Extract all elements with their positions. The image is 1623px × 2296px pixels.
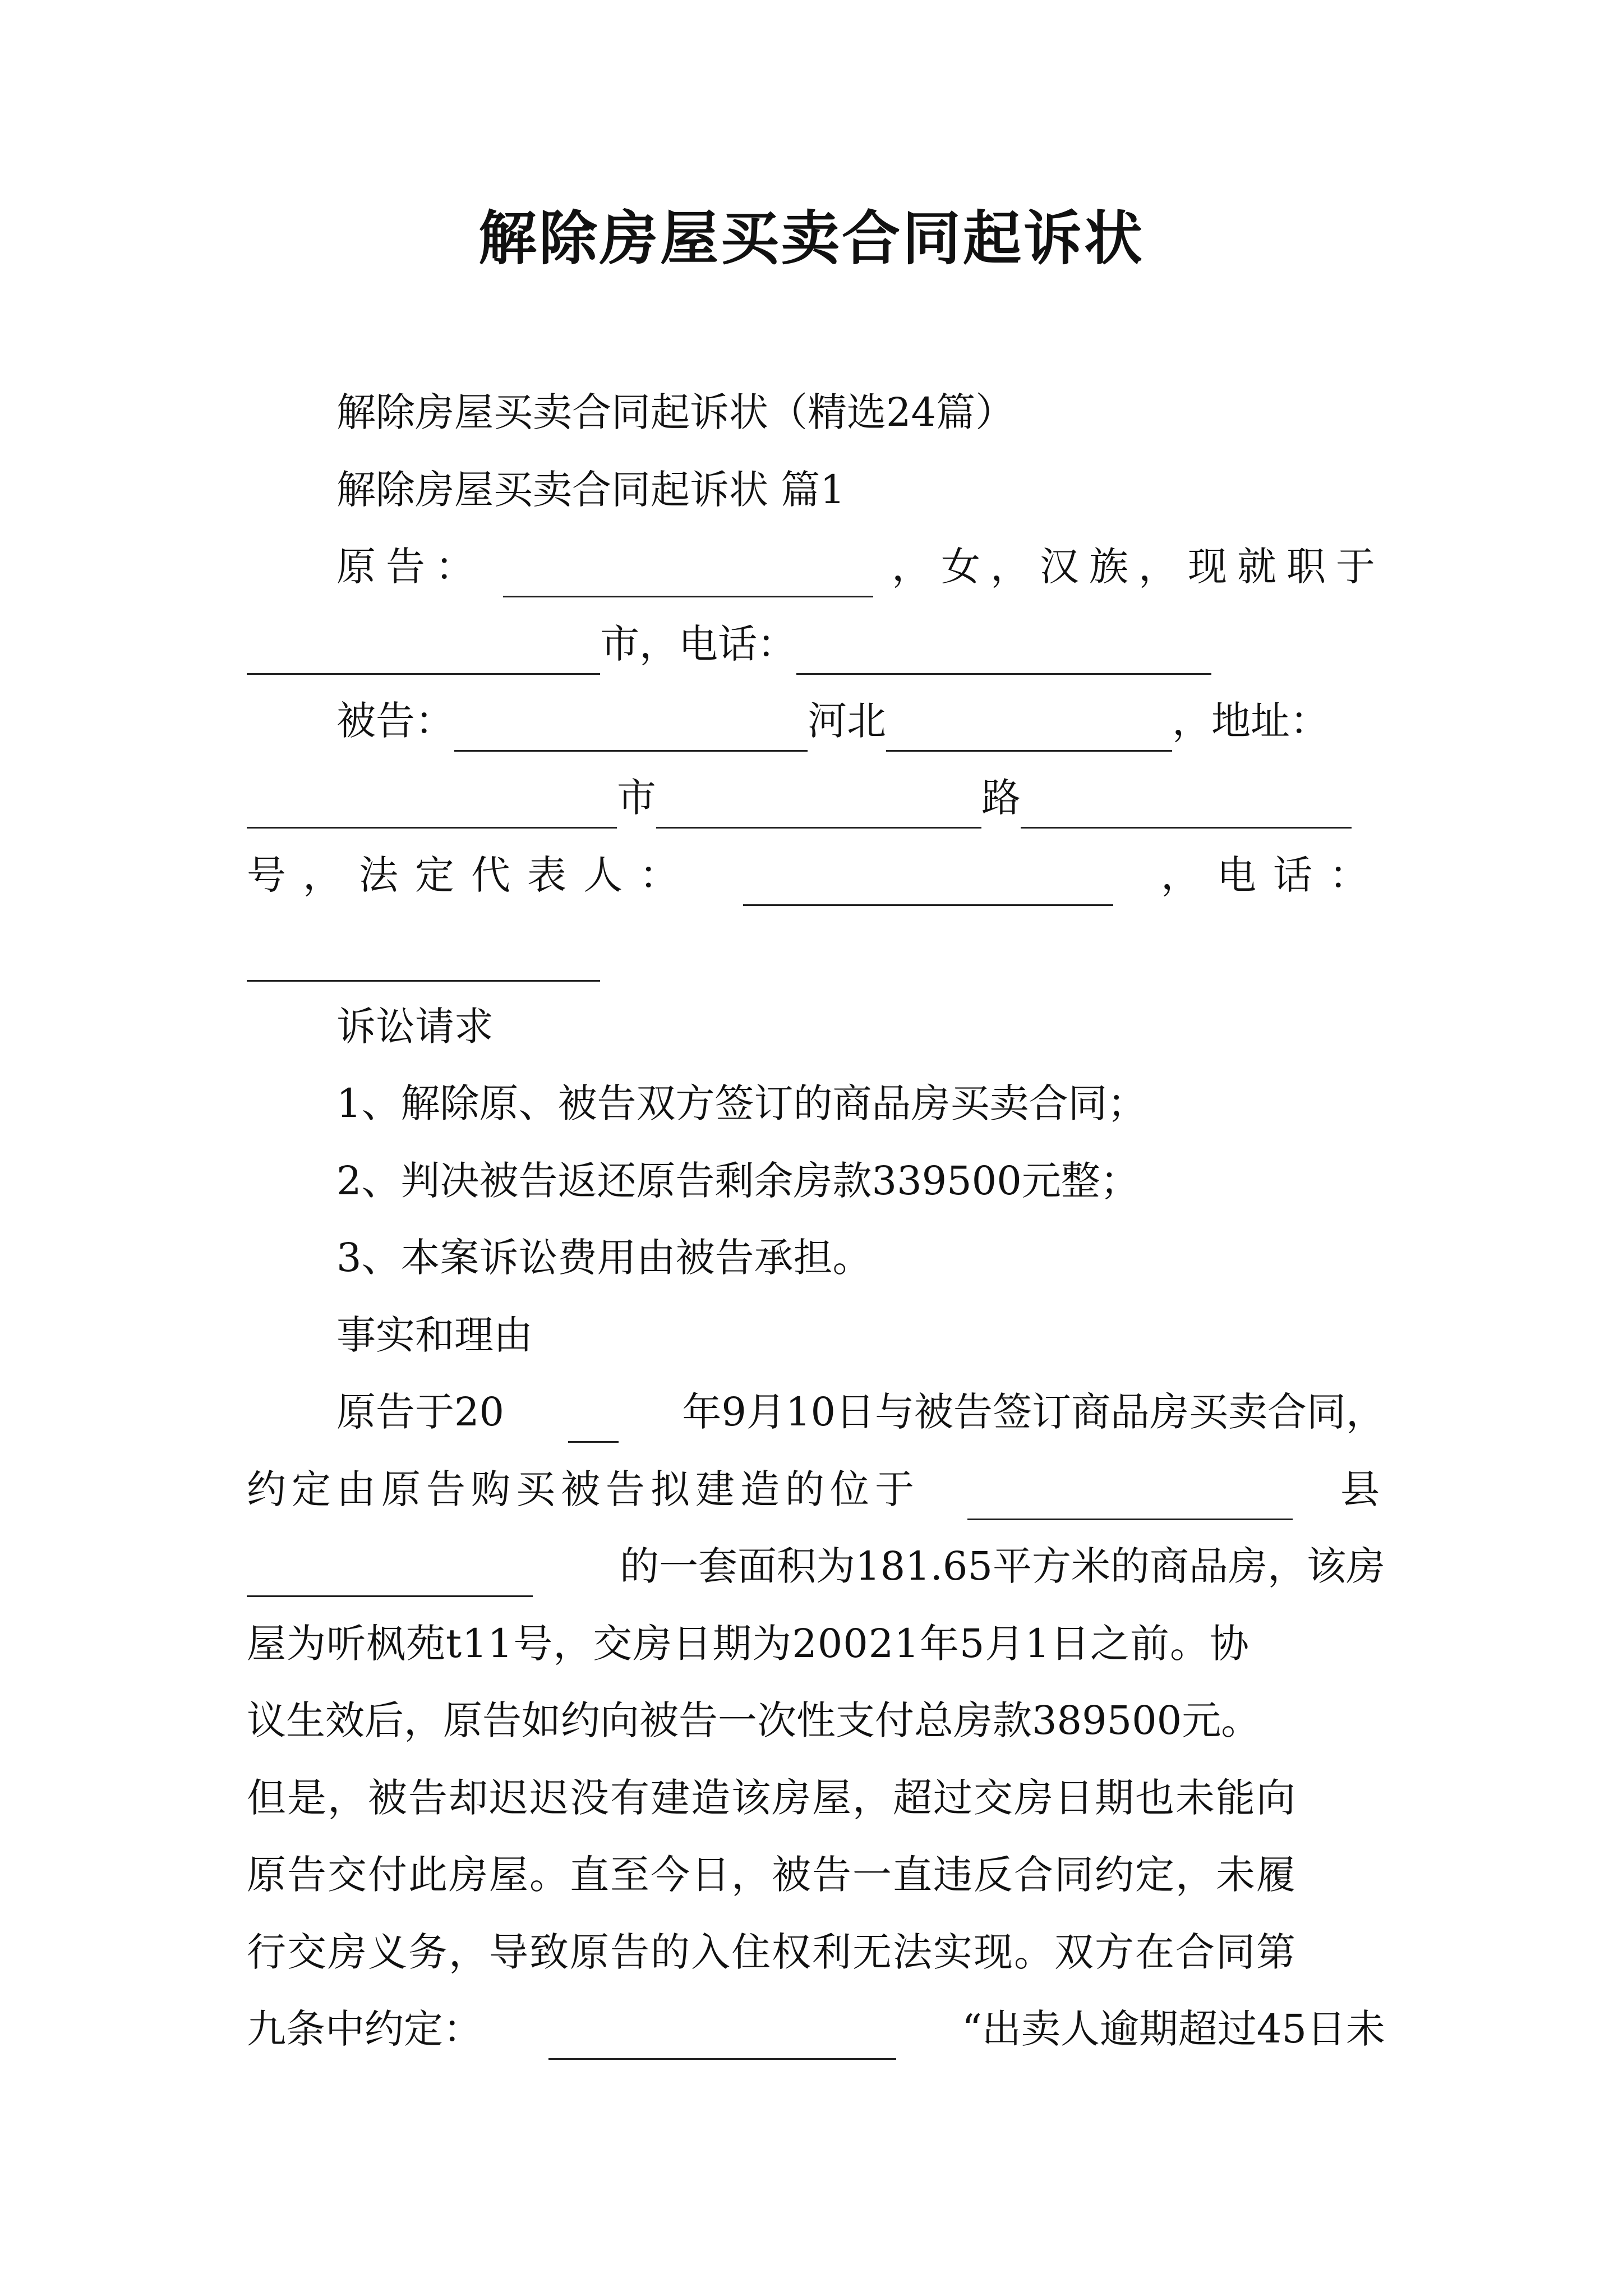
claim-item-2: 2、判决被告返还原告剩余房款339500元整； (336, 1158, 1140, 1204)
section-heading: 解除房屋买卖合同起诉状 篇1 (336, 467, 845, 513)
facts-clause-prefix: 九条中约定： (247, 2006, 482, 2052)
defendant-line-1 (336, 690, 1385, 752)
facts-line-5: 议生效后，原告如约向被告一次性支付总房款389500元。 (247, 1697, 1261, 1743)
defendant-city-text: 市 (617, 775, 656, 821)
facts-line-2 (247, 1458, 1385, 1520)
claim-item-3: 3、本案诉讼费用由被告承担。 (336, 1235, 872, 1281)
plaintiff-line-1 (336, 536, 1385, 597)
defendant-county-blank (886, 702, 1172, 752)
facts-county-text: 县 (1340, 1466, 1385, 1512)
defendant-line-4 (247, 920, 1385, 982)
facts-line-6: 但是，被告却迟迟没有建造该房屋，超过交房日期也未能向 (247, 1775, 1297, 1821)
facts-county-blank (967, 1470, 1293, 1520)
facts-clause-quote: “出卖人逾期超过45日未 (962, 2006, 1385, 2052)
plaintiff-city-blank (247, 625, 600, 675)
plaintiff-city-text: 市，电话： (600, 621, 796, 667)
defendant-road-blank (656, 779, 981, 829)
facts-line-7: 原告交付此房屋。直至今日，被告一直违反合同约定，未履 (247, 1852, 1297, 1898)
subtitle: 解除房屋买卖合同起诉状（精选24篇） (336, 389, 1015, 435)
document-title: 解除房屋买卖合同起诉状 (478, 204, 1145, 273)
defendant-address-label: ，地址： (1172, 698, 1329, 744)
facts-date-suffix: 年9月10日与被告签订商品房买卖合同， (682, 1389, 1385, 1435)
plaintiff-line-2 (247, 613, 1385, 675)
defendant-road-text: 路 (981, 775, 1021, 821)
facts-line-3 (247, 1535, 1385, 1597)
defendant-phone-blank (247, 932, 600, 982)
defendant-rep-blank (743, 856, 1113, 906)
facts-line-9 (247, 1998, 1385, 2060)
plaintiff-phone-blank (796, 625, 1211, 675)
defendant-line-3 (247, 844, 1385, 906)
plaintiff-detail: ，女，汉族，现就职于 (892, 544, 1385, 590)
facts-heading: 事实和理由 (336, 1312, 533, 1358)
facts-year-blank (568, 1393, 619, 1443)
facts-location-text: 约定由原告购买被告拟建造的位于 (247, 1466, 920, 1512)
defendant-province: 河北 (808, 698, 886, 744)
facts-line-4: 屋为听枫苑t11号，交房日期为20021年5月1日之前。协 (247, 1621, 1249, 1667)
defendant-label: 被告： (336, 698, 454, 744)
facts-area-blank (247, 1547, 533, 1597)
defendant-phone-label: ，电话： (1161, 852, 1385, 898)
plaintiff-name-blank (503, 547, 873, 597)
defendant-city-blank (247, 779, 617, 829)
facts-line-1 (336, 1381, 1385, 1443)
defendant-number-blank (1021, 779, 1352, 829)
plaintiff-label: 原告： (336, 544, 485, 590)
facts-area-text: 的一套面积为181.65平方米的商品房，该房 (620, 1543, 1385, 1589)
defendant-rep-label: 号，法定代表人： (247, 852, 695, 898)
defendant-name-blank (454, 702, 808, 752)
facts-line-8: 行交房义务，导致原告的入住权利无法实现。双方在合同第 (247, 1929, 1297, 1975)
claim-item-1: 1、解除原、被告双方签订的商品房买卖合同； (336, 1080, 1147, 1126)
facts-date-prefix: 原告于20 (336, 1389, 505, 1435)
claims-heading: 诉讼请求 (336, 1004, 494, 1050)
facts-clause-blank (548, 2010, 896, 2060)
defendant-line-2 (247, 767, 1385, 829)
